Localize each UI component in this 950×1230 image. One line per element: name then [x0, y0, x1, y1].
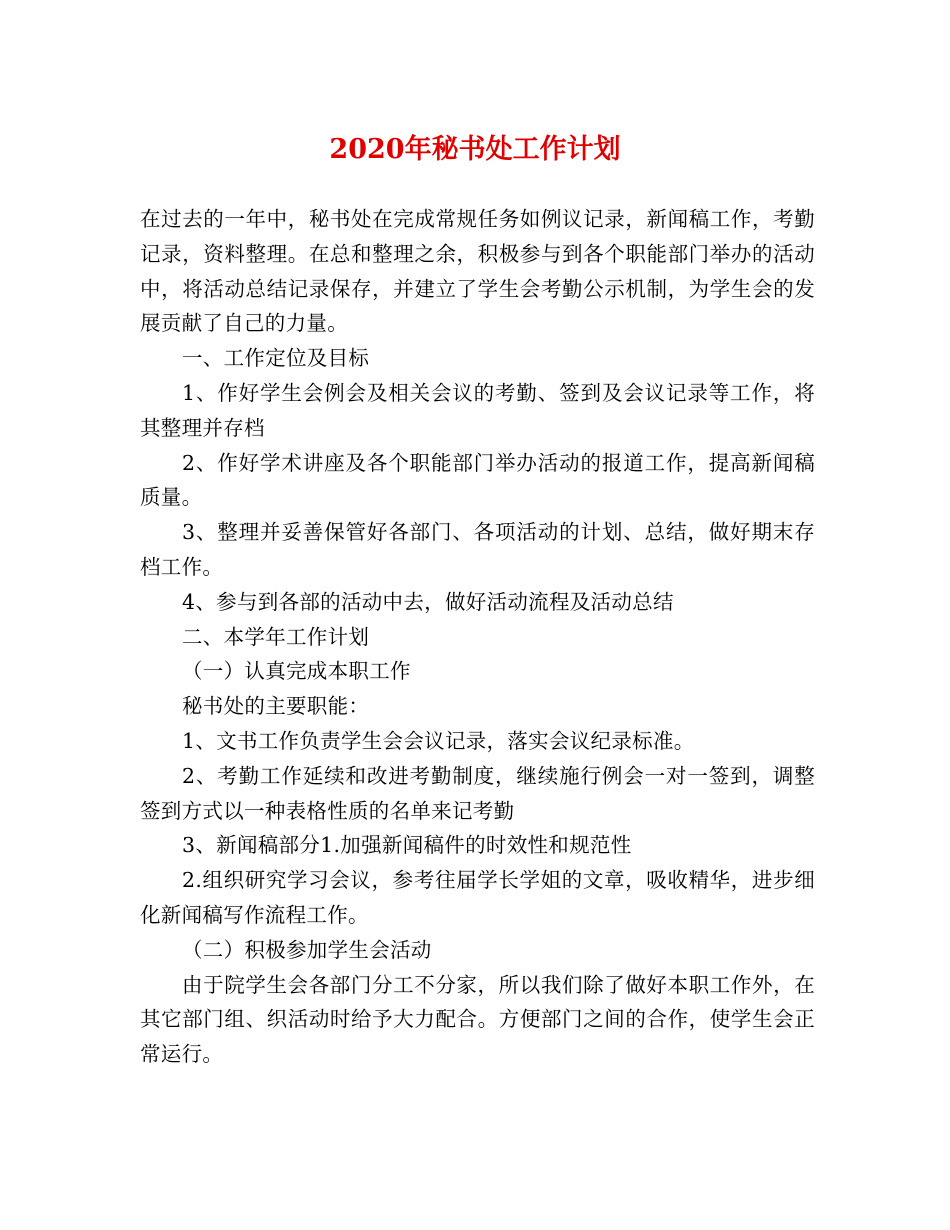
paragraph-closing: 由于院学生会各部门分工不分家，所以我们除了做好本职工作外，在其它部门组、织活动时给予大力配合。方便部门之间的合作，使学生会正常运行。 — [140, 972, 815, 1067]
document-title: 2020年秘书处工作计划 — [329, 134, 621, 165]
list-item: 3、整理并妥善保管好各部门、各项活动的计划、总结，做好期末存档工作。 — [140, 520, 815, 579]
paragraph-functions-intro: 秘书处的主要职能： — [182, 694, 370, 719]
list-item: 3、新闻稿部分1.加强新闻稿件的时效性和规范性 — [182, 833, 632, 858]
section-heading-2: 二、本学年工作计划 — [182, 624, 370, 649]
subsection-heading-1: （一）认真完成本职工作 — [182, 659, 411, 684]
document-body — [140, 202, 815, 1072]
list-item: 2.组织研究学习会议，参考往届学长学姐的文章，吸收精华，进步细化新闻稿写作流程工作。 — [140, 868, 815, 927]
section-heading-1: 一、工作定位及目标 — [182, 346, 370, 371]
list-item: 4、参与到各部的活动中去，做好活动流程及活动总结 — [182, 589, 674, 614]
list-item: 2、考勤工作延续和改进考勤制度，继续施行例会一对一签到，调整签到方式以一种表格性质的名单来记考勤 — [140, 763, 815, 823]
list-item: 1、文书工作负责学生会会议记录，落实会议纪录标准。 — [182, 728, 695, 753]
list-item: 1、作好学生会例会及相关会议的考勤、签到及会议记录等工作，将其整理并存档 — [140, 380, 815, 440]
paragraph-intro: 在过去的一年中，秘书处在完成常规任务如例议记录，新闻稿工作，考勤记录，资料整理。在总和整理之余，积极参与到各个职能部门举办的活动中，将活动总结记录保存，并建立了学生会考勤公示机制，为学生会的发展贡献了自己的力量。 — [140, 207, 815, 336]
list-item: 2、作好学术讲座及各个职能部门举办活动的报道工作，提高新闻稿质量。 — [140, 450, 815, 510]
subsection-heading-2: （二）积极参加学生会活动 — [182, 937, 432, 962]
